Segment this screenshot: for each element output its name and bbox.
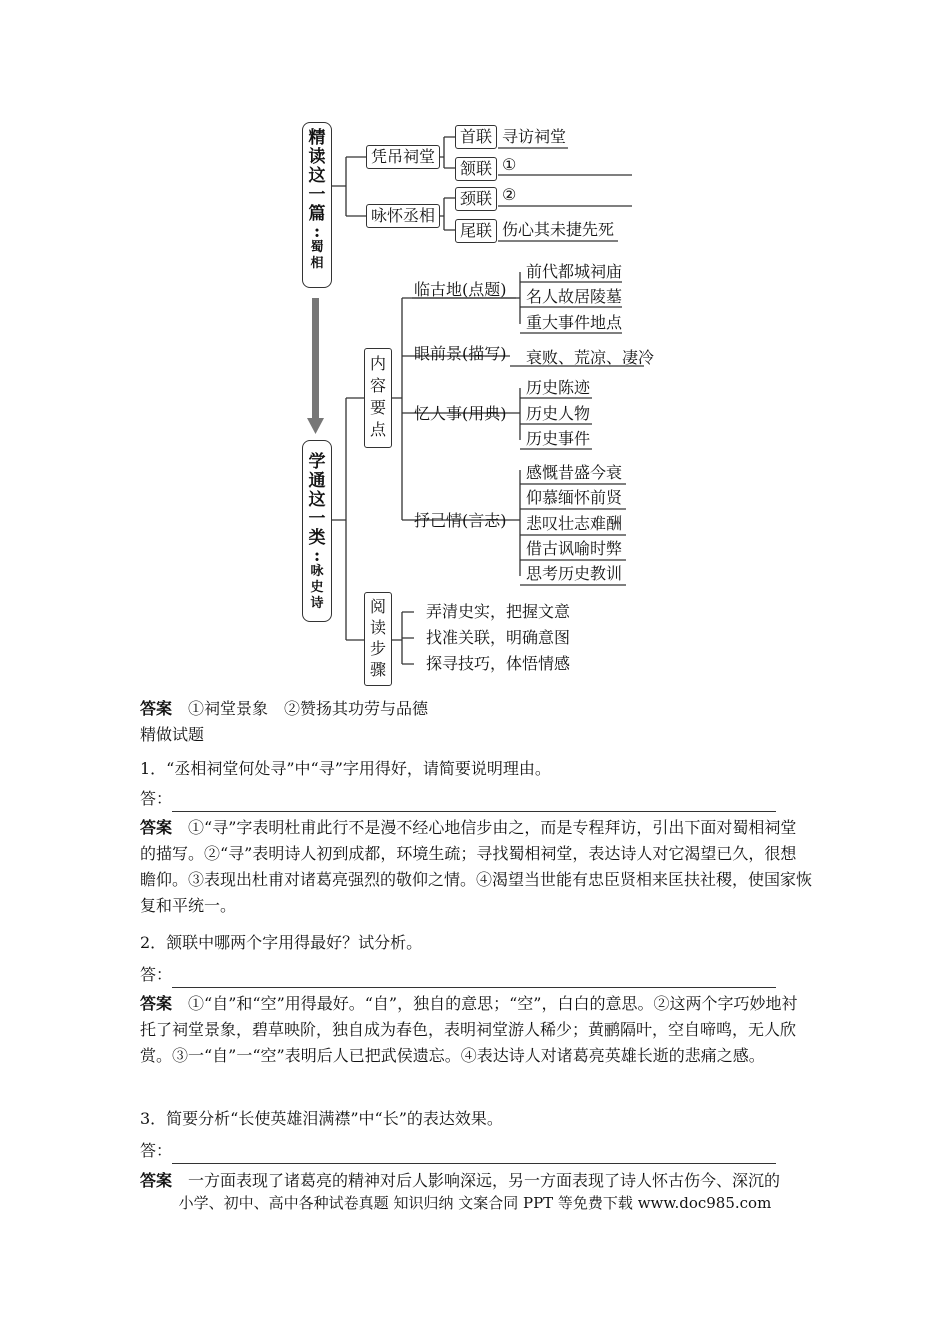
tag-box: 尾联: [455, 219, 497, 243]
answer-label: 答案: [140, 699, 173, 718]
group-label: 忆人事(用典): [414, 404, 507, 423]
answer-text: ①“自”和“空”用得最好。“自”，独自的意思；“空”，白白的意思。②这两个字巧妙地衬托了祠堂景象，碧草映阶，独自成为春色，表明祠堂游人稀少；黄鹂隔叶，空自啼鸣，无人欣赏。③一“自”一“空”表明后人已把武侯遗忘。④表达诗人对诸葛亮英雄长逝的悲痛之感。: [140, 994, 798, 1065]
tag-box: 颔联: [455, 157, 497, 181]
group-item: 悲叹壮志难酬: [526, 514, 623, 533]
branch-box-visit: 凭吊祠堂: [366, 145, 440, 169]
colon-mark: :: [313, 222, 321, 242]
branch-box-praise: 咏怀丞相: [366, 204, 440, 228]
answer-label: 答案: [140, 818, 173, 837]
group-item: 衰败、荒凉、凄冷: [526, 348, 655, 367]
group-item: 重大事件地点: [526, 313, 623, 332]
answer-blank-3: [140, 1138, 812, 1164]
answer-line: [140, 696, 812, 722]
tag-box: 首联: [455, 125, 497, 149]
answer-prompt: 答：: [140, 965, 173, 984]
blank-marker: ①: [502, 155, 517, 174]
answer-3: [140, 1168, 812, 1194]
answer-2: [140, 991, 812, 1069]
box-char: 容: [369, 376, 386, 395]
group-label: 抒己情(言志): [414, 511, 507, 530]
answer-text: ①“寻”字表明杜甫此行不是漫不经心地信步由之，而是专程拜访，引出下面对蜀相祠堂的描写。②“寻”表明诗人初到成都，环境生疏；寻找蜀相祠堂，表达诗人对它渴望已久，很想瞻仰。③表现出杜甫对诸葛亮强烈的敬仰之情。④渴望当世能有忠臣贤相来匡扶社稷，使国家恢复和平统一。: [140, 818, 813, 915]
question-3: 3．简要分析“长使英雄泪满襟”中“长”的表达效果。: [140, 1109, 503, 1128]
step-item: 找准关联，明确意图: [426, 628, 571, 647]
box-char: 步: [369, 639, 386, 658]
bottom-topic-box: [302, 440, 332, 622]
group-item: 借古讽喻时弊: [526, 539, 623, 558]
step-item: 探寻技巧，体悟情感: [426, 654, 571, 673]
group-item: 名人故居陵墓: [526, 287, 623, 306]
question-2: 2．颔联中哪两个字用得最好？试分析。: [140, 933, 423, 952]
answer-prompt: 答：: [140, 1141, 173, 1160]
tag-text: 寻访祠堂: [502, 127, 567, 146]
answer-1: [140, 815, 812, 919]
question-1: 1．“丞相祠堂何处寻”中“寻”字用得好，请简要说明理由。: [140, 759, 551, 778]
top-topic-title: 精读这一篇: [308, 128, 326, 224]
colon-mark: :: [313, 546, 321, 566]
top-topic-box: [302, 122, 332, 288]
bottom-topic-title: 学通这一类: [308, 452, 326, 548]
box-char: 内: [369, 354, 386, 373]
answer-input-line[interactable]: [172, 969, 776, 988]
answer-label: 答案: [140, 1171, 173, 1190]
answer-label: 答案: [140, 994, 173, 1013]
answer-text: ①祠堂景象 ②赞扬其功劳与品德: [188, 699, 429, 718]
answer-blank-1: [140, 786, 812, 812]
group-item: 历史人物: [526, 404, 591, 423]
group-item: 历史事件: [526, 429, 591, 448]
bottom-topic-subtitle: 咏史诗: [310, 564, 324, 611]
tag-text: 伤心其未捷先死: [502, 220, 615, 239]
answer-input-line[interactable]: [172, 1145, 776, 1164]
box-char: 读: [369, 618, 386, 637]
step-item: 弄清史实，把握文意: [426, 602, 571, 621]
group-item: 仰慕缅怀前贤: [526, 488, 623, 507]
group-label: 临古地(点题): [414, 280, 507, 299]
box-char: 阅: [369, 597, 386, 616]
answer-prompt: 答：: [140, 789, 173, 808]
answer-text: 一方面表现了诸葛亮的精神对后人影响深远，另一方面表现了诗人怀古伤今、深沉的: [188, 1171, 781, 1190]
reading-steps-box: [364, 592, 392, 686]
tag-box: 颈联: [455, 187, 497, 211]
group-label: 眼前景(描写): [414, 344, 507, 363]
answer-blank-2: [140, 962, 812, 988]
box-char: 骤: [369, 660, 386, 679]
answer-input-line[interactable]: [172, 793, 776, 812]
box-char: 点: [369, 420, 386, 439]
group-item: 前代都城祠庙: [526, 262, 623, 281]
section-title: 精做试题: [140, 725, 205, 744]
group-item: 思考历史教训: [526, 564, 623, 583]
blank-marker: ②: [502, 185, 517, 204]
content-points-box: [364, 348, 392, 448]
group-item: 历史陈迹: [526, 378, 591, 397]
page-footer: 小学、初中、高中各种试卷真题 知识归纳 文案合同 PPT 等免费下载 www.doc985.com: [178, 1194, 772, 1212]
box-char: 要: [369, 398, 386, 417]
group-item: 感慨昔盛今衰: [526, 463, 623, 482]
top-topic-subtitle: 蜀相: [310, 240, 324, 271]
